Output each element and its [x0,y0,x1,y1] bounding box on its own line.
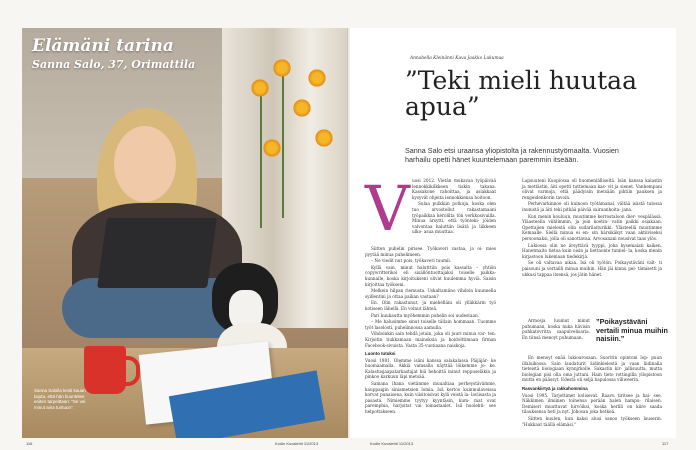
body-column-2c [522,355,662,428]
section-kicker: Elämäni tarina [32,36,174,56]
body-paragraph: Perhevarkinnoe oli kuinoon työtämanal, vältää isästä tulossa inunistä ja äiti teki pitkää päivää sairaanhoita- jana. [522,201,662,212]
body-paragraph: En menoyt enää lukiourosaan. Suoritin opintoni lop- puun illaluikossa. Sain laudaturit äidinkielestä ja vaan liidinalla tieteistä biologiaan kynnjrkolle. Sakastin kir- jallisuutta, mutta biologian pisi olla oma juttuni. Hain tieto rottingilla yllopistoon mutta en päässyt. Edestä oli seljä hapulossa viliweerin. [522,355,662,383]
left-page [22,28,348,438]
body-paragraph: – Me halusimme sinut toiselle tällain hommaan. Tuomme työt lasolosti, puhelinnossa aamulla. [365,319,496,330]
body-paragraph: Lukiossa olin ne ärsyttävä tyyppi, joka kysemaiati kaiken. Hanetmaito tietoa kuin oisin ja liettaonte tunnel- la, koska menin kirjastoon lukemaan tiedekirjä. [522,242,662,259]
body-paragraph: Melkein hilpan riemusta. Uskaltamiino vihdoin kuunnella syillentini ja ottaa paikan vastaan? [365,288,496,299]
body-paragraph: uosi 2012. Vietän mukavaa työpäivää lennokkikilkkeen tiskin takana. Kassakone rahoittaa, ja asiakkaat kysyvät ohjeita lennokkiensa hoitoon. [412,178,496,200]
body-paragraph: Sulaa pulkkiin potkuja, koska olen tuo arvostellut rakastamaani työpaikkaa kerolilta tön verkkosivuilla. Minua ärsytti, että työnteki- jöiden valvontaa haluttiin lisätä ja liikkeen ulko- asua muuttaa. [412,201,496,235]
body-column-1b [365,246,496,416]
body-paragraph: Vuosi 1995. Tarjottimet kolisevat. Raavu tiritsee ja hai- see. Näkkimen ilmiinen toinensa perään halen hampu- rilaisen. Demiseri muuttuvat hirvöiksi, koska herlili on kiire saada tilauksensa heti ja nyt. Johosan joka hetkeä. [522,392,662,415]
photo-laptop [97,218,217,288]
photo-woman-face [114,126,176,202]
body-paragraph: Kyllä vain, minut halutttiin pois kassalta – yhtiön copywritterikoi eli sisällöntuottajaksi toiselle paikka- kunnalle, koska kirjoitukseni olivat kuulemma hyviä. Saisin kirjoittaa työkseni. [365,264,496,287]
body-paragraph: Vuosi 1981. Olemme isäni kanssa salakalassa Päijäjär- ke huomaamalla. Äkkiä vamsalla näyttää löikemme jo- ke. Kalastusjaapatarkastajat hiä hehoittä minut reppuseläkin ja pinkoo karkuun läpi metsää. [365,357,496,380]
body-paragraph: Siitten kuulen, kun kaksi alusi sanoo työkseen lauserin. "Hukkaat täällä elämäsi." [522,415,662,427]
photo-flower-stem [282,68,284,218]
photo-caption: Sanna Salolla kesti kauan tajuta, että hän kuuntelee eniten tarpeittaan: "Se vei minut aina tuntuun". [34,388,86,410]
lead-paragraph: Sanna Salo etsi uraansa yliopistolta ja rakennustyömaalta. Vuosien harhailu opetti hänet kuuntelemaan paremmin itseään. [405,146,619,164]
body-paragraph: Siitten puhelin pirisee. Työkaveri vastaa, ja oi- mies pyytää minua puhelimeen. [365,246,496,257]
body-column-2b [522,318,590,341]
body-paragraph: Kun menin kouluun, muutimme kerrostaloon dier- vespälässä. Yläasteella viihlimmin, ja join koetin- vatin paikki osiakaan. Opettajien mielestä olin sudarilaiturikki. Ylästeellä muutimme Kemaalle. Siellä minua ei en- sin härsikäkyt vaan aktiiviseksi persoonaksi, jolla oli sanottavaa. Arvosanani nousivat taas ylös. [522,213,662,241]
body-paragraph: Lapsuuteni Kuopiossa oli huomenlälliseltä. Isän kanssa kalastin ja mettästin, äiti opetti tuttiemaan kas- vit ja sienet. Vanhempani olivat varmoja, että päädyisin metsään pihtiin pauksen ja rengeidenkorin tavoin. [522,178,662,200]
subject-name: Sanna Salo, 37, Orimattila [32,58,196,71]
body-paragraph: En. Olin rakastunut, ja miehelläni oli ylläkkärin työ kotiseen lähellä. En voinut lähteä. [365,300,496,311]
cover-photo [22,28,348,438]
photo-mug-handle [122,356,140,386]
photo-flower [272,58,292,78]
body-paragraph: Samana ihana vietämme muualtiaa perheystävämme, kauppaigin siniametsien lomia. Isä kertoo kuinmulaveissa korvat punaisena, kuin viisitoisivat kylä veistä la- laviisasta ja pasasta. Nimiemme tyytyy kyyntäsin, kum- mat ovat paremphia, harjoitat vai toinastaalet. Isä huolehti- see helpottakseen. [365,381,496,415]
photo-flower [262,138,282,158]
body-paragraph: Pari kuukautta myöhemmin puhelin soi uudestaan. [371,312,479,318]
subheading: Luonto tutuksi [365,351,396,357]
photo-flower [307,68,327,88]
folio-right-magazine: Kodin Kuvalehti 11/2013 [370,441,414,446]
byline: Annabella Kleinänni Kuva Jaakko Lukumaa [410,56,504,61]
photo-flower-stem [260,88,262,228]
body-paragraph: Armosja luuinut minut puhumaan, koska nuka hävisin puhkatovritta saapulvelisaria. En tiinsä menoyt puhumaan. [522,318,590,340]
folio-right-number: 117 [662,441,669,446]
body-column-1a [412,178,496,236]
folio-left-magazine: Kodin Kuvalehti 11/2013 [275,441,319,446]
photo-red-mug [84,346,126,394]
subheading: Rasvankiirtyä ja rakkahommina [522,385,588,391]
pull-quote: ”Poikaystäväni vertaili minua muihin naisiin.” [596,317,668,343]
body-paragraph: Vihdoinkin sain tehdä jotain, joka oli juuri minua var- ten. Kirjoitin tiukkamaan mainoksia ja hoidolttimaan firman Facebook-sivuista. Vasta 35-vuotiaana naiskoja. [365,331,496,348]
headline: ”Teki mieli huutaa apua” [405,66,637,121]
body-paragraph: – Ne viedit nut pois, työkaveri tuumii. [371,258,452,264]
photo-flower [292,98,312,118]
right-page [350,28,676,438]
drop-cap: V [365,172,410,245]
photo-flower [314,128,334,148]
photo-flower [250,78,270,98]
folio-left-number: 116 [26,441,33,446]
body-column-2a [522,178,662,278]
body-paragraph: Se oli valtavaa aikaa. Isä oli työtön. Poikaystäväni valt- ti paisouni ja vertailli minua muihin. Hän jäi kinnu pel- tämisetti ja ukkusi tappaa itsensä, jos jätin hänet. [522,260,662,277]
